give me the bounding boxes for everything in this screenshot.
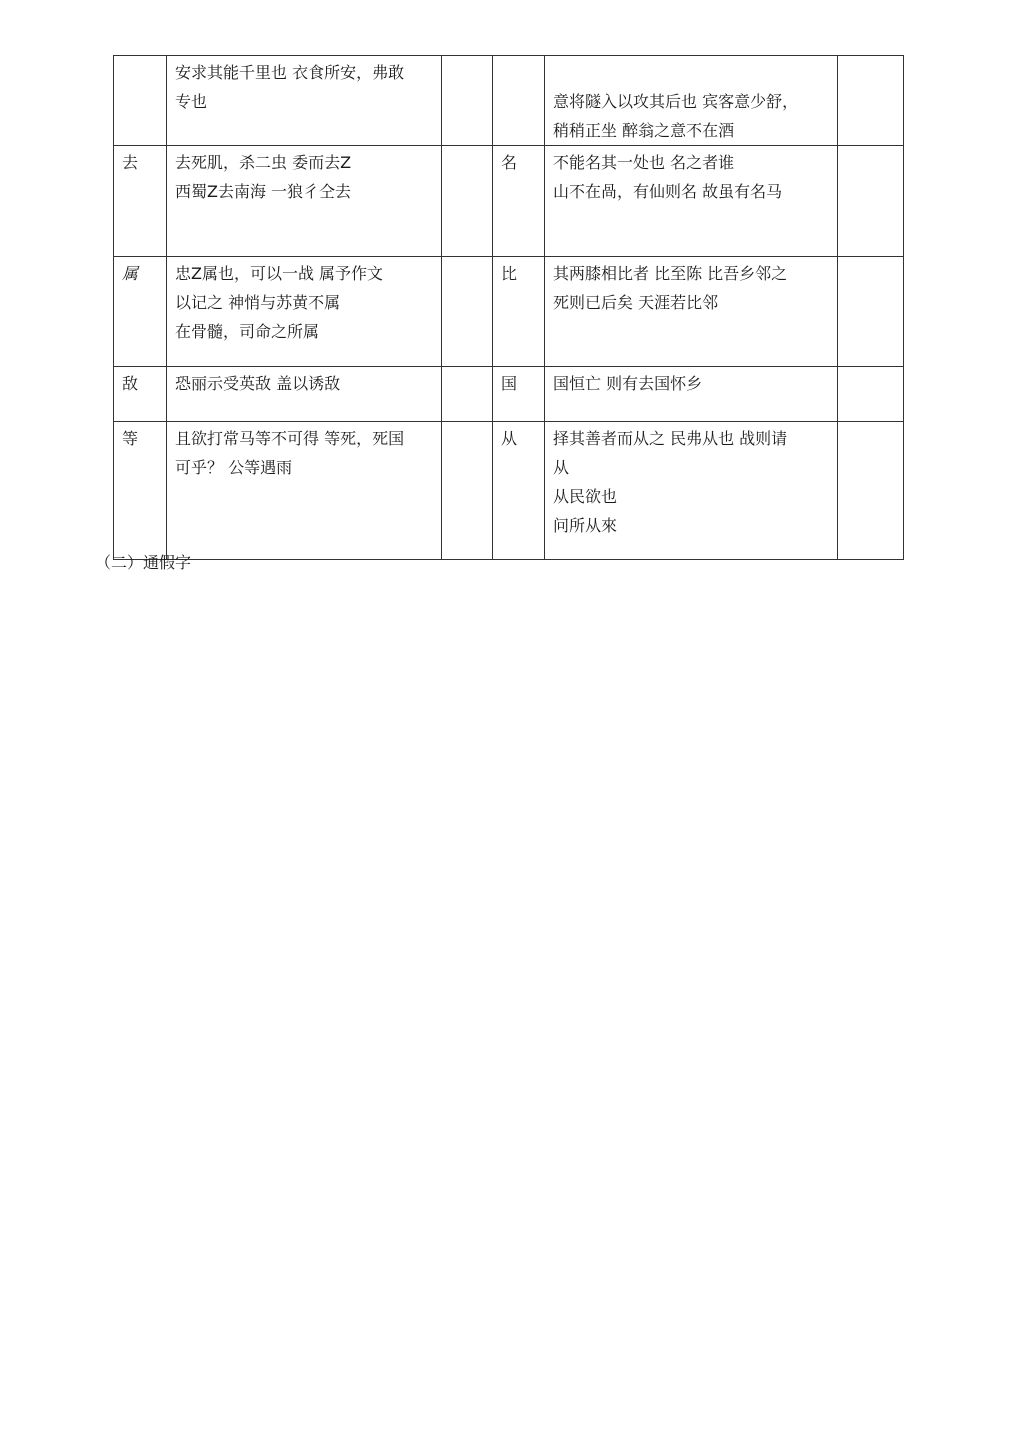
vocab-headword-cell — [114, 56, 167, 146]
example-sentence-line: 问所从來 — [553, 516, 618, 535]
vocab-examples-cell — [167, 56, 442, 146]
vocab-headword: 比 — [501, 264, 518, 283]
vocab-headword: 去 — [122, 153, 139, 172]
vocab-headword-cell — [114, 257, 167, 367]
example-sentence-line: 恐丽示受英敌 盖以诱敌 — [175, 374, 341, 393]
vocab-examples-cell — [167, 146, 442, 257]
empty-cell — [442, 422, 493, 560]
vocab-headword: 敌 — [122, 374, 139, 393]
empty-cell — [838, 422, 904, 560]
example-sentence-line: 且欲打常马等不可得 等死，死国 — [175, 429, 405, 448]
example-sentence-line: 从民欲也 — [553, 487, 618, 506]
vocab-headword: 国 — [501, 374, 518, 393]
vocab-headword-cell — [493, 422, 545, 560]
example-sentence-line: 专也 — [175, 92, 208, 111]
example-sentence-line — [553, 58, 833, 87]
vocab-examples-cell — [545, 257, 838, 367]
example-sentence-line: 稍稍正坐 醉翁之意不在酒 — [553, 121, 735, 140]
empty-cell — [838, 56, 904, 146]
empty-cell — [442, 367, 493, 422]
vocab-headword-cell — [493, 257, 545, 367]
vocab-headword: 名 — [501, 153, 518, 172]
vocab-examples-cell — [545, 422, 838, 560]
example-sentence-line: 安求其能千里也 衣食所安，弗敢 — [175, 63, 405, 82]
vocab-headword-cell — [493, 56, 545, 146]
vocab-headword: 等 — [122, 429, 139, 448]
example-sentence-line: 去死肌，杀二虫 委而去Z — [175, 153, 352, 172]
vocab-examples-cell — [167, 422, 442, 560]
example-sentence-line: 死则已后矣 天涯若比邻 — [553, 293, 719, 312]
empty-cell — [838, 146, 904, 257]
example-sentence-line: 其两膝相比者 比至陈 比吾乡邻之 — [553, 264, 788, 283]
example-sentence-line: 西蜀Z去南海 一狼彳仝去 — [175, 182, 352, 201]
table-row — [114, 422, 904, 560]
vocab-headword-cell — [493, 146, 545, 257]
vocab-examples-cell — [167, 257, 442, 367]
table-row — [114, 257, 904, 367]
vocab-headword: 属 — [122, 264, 139, 283]
empty-cell — [442, 146, 493, 257]
vocab-headword: 从 — [501, 429, 518, 448]
example-sentence-line: 山不在咼，有仙则名 故虽有名马 — [553, 182, 783, 201]
table-row — [114, 56, 904, 146]
example-sentence-line: 在骨髓，司命之所属 — [175, 322, 320, 341]
vocab-examples-cell — [545, 56, 838, 146]
vocab-examples-cell — [545, 146, 838, 257]
empty-cell — [838, 257, 904, 367]
table-row — [114, 146, 904, 257]
table-body — [114, 56, 904, 560]
vocab-headword-cell — [114, 367, 167, 422]
classical-chinese-vocabulary-table — [113, 55, 904, 560]
table-row — [114, 367, 904, 422]
example-sentence-line: 意将隧入以攻其后也 宾客意少舒， — [553, 92, 799, 111]
example-sentence-line: 择其善者而从之 民弗从也 战则请 — [553, 429, 788, 448]
example-sentence-line: 以记之 神悄与苏黄不属 — [175, 293, 341, 312]
example-sentence-line: 忠Z属也，可以一战 属予作文 — [175, 264, 384, 283]
example-sentence-line: 从 — [553, 458, 570, 477]
vocab-examples-cell — [545, 367, 838, 422]
example-sentence-line: 国恒亡 则有去国怀乡 — [553, 374, 703, 393]
empty-cell — [442, 257, 493, 367]
example-sentence-line: 不能名其一处也 名之者谁 — [553, 153, 735, 172]
empty-cell — [442, 56, 493, 146]
section-heading: （二）通假字 — [95, 553, 192, 572]
vocab-examples-cell — [167, 367, 442, 422]
vocab-headword-cell — [114, 146, 167, 257]
vocab-headword-cell — [493, 367, 545, 422]
example-sentence-line: 可乎？ 公等遇雨 — [175, 458, 293, 477]
empty-cell — [838, 367, 904, 422]
vocab-headword-cell — [114, 422, 167, 560]
